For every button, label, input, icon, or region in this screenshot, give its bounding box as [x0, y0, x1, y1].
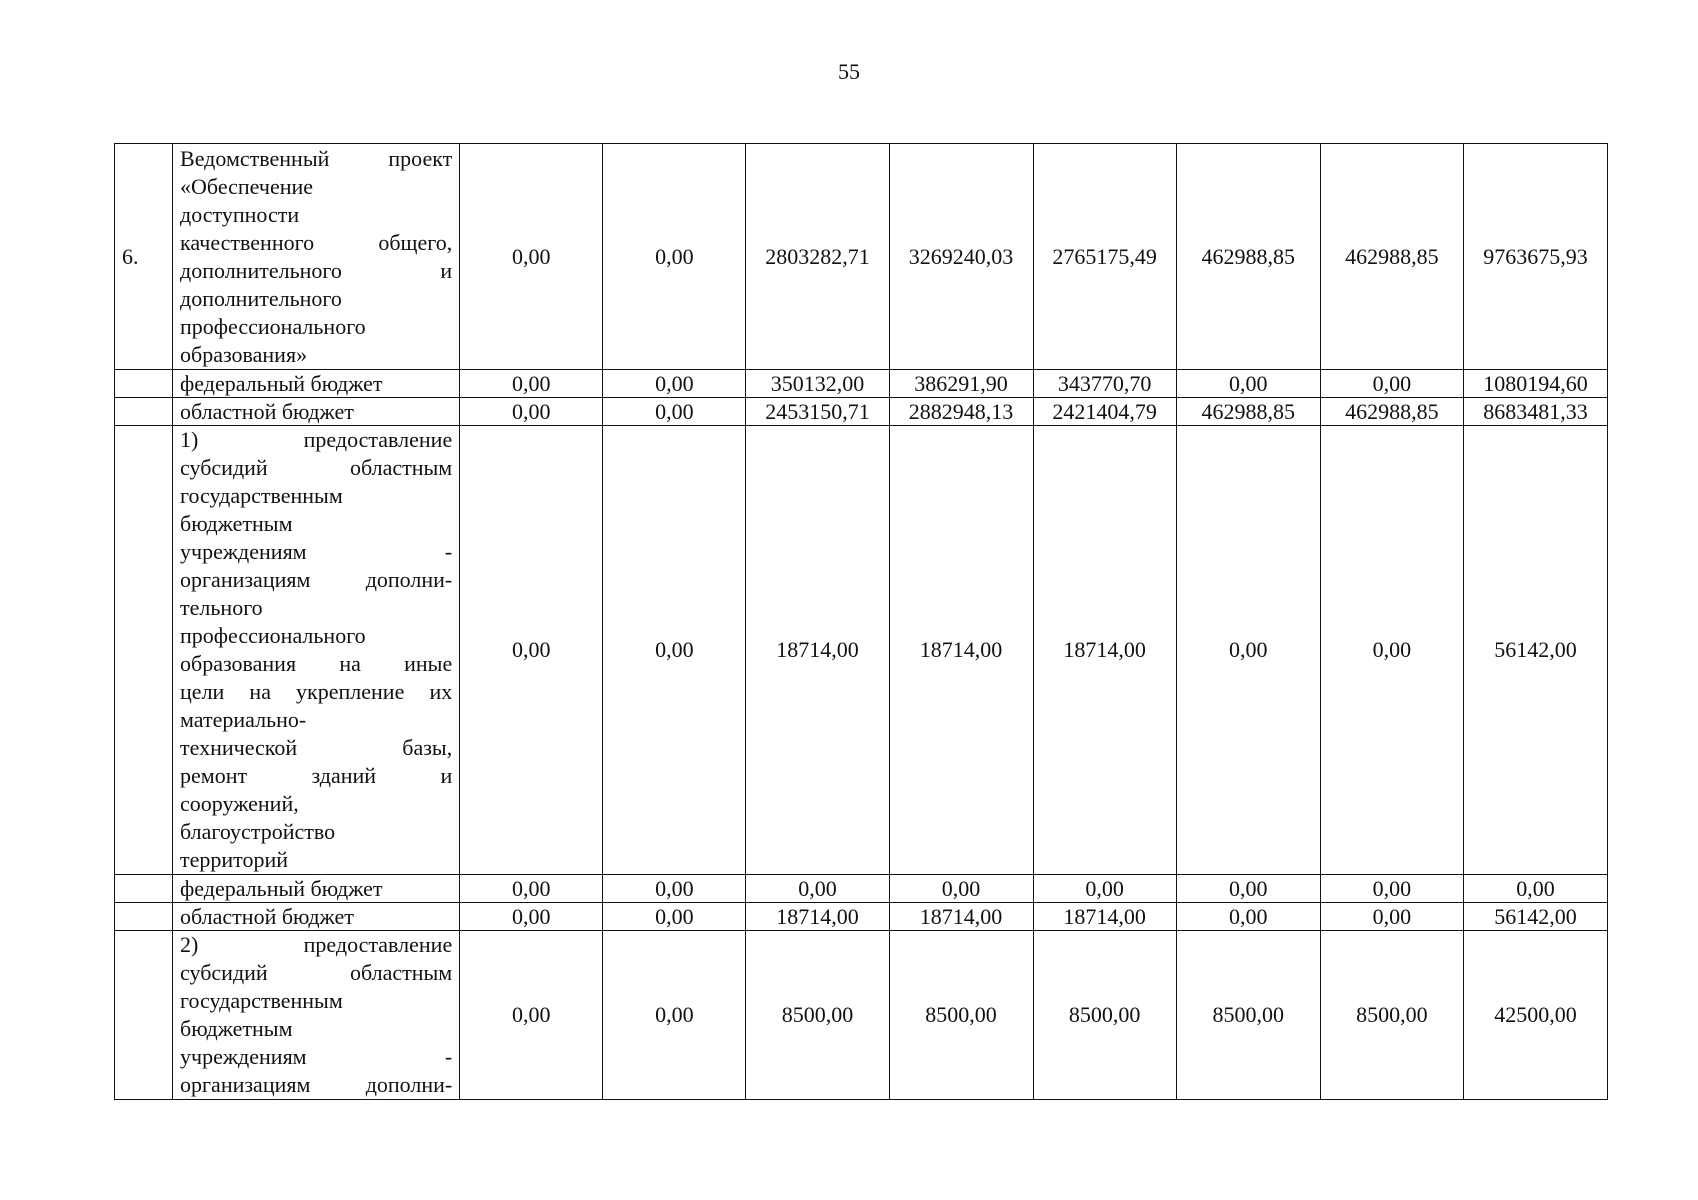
value-cell: 0,00 [1320, 903, 1463, 931]
row-name: областной бюджет [173, 398, 460, 426]
name-line: учреждениям - [180, 1044, 453, 1069]
value-cell: 8500,00 [1320, 931, 1463, 1100]
value-cell: 350132,00 [746, 370, 889, 398]
name-line: «Обеспечение [180, 173, 314, 199]
value-cell: 18714,00 [889, 426, 1033, 875]
value-cell: 0,00 [889, 875, 1033, 903]
value-cell: 18714,00 [1033, 426, 1176, 875]
value-cell: 0,00 [1463, 875, 1607, 903]
value-cell: 1080194,60 [1463, 370, 1607, 398]
value-cell: 8500,00 [889, 931, 1033, 1100]
value-cell: 2421404,79 [1033, 398, 1176, 426]
value-cell: 56142,00 [1463, 903, 1607, 931]
value-cell: 0,00 [1176, 903, 1320, 931]
value-cell: 18714,00 [746, 903, 889, 931]
row-name: федеральный бюджет [173, 370, 460, 398]
value-cell: 2882948,13 [889, 398, 1033, 426]
value-cell: 8500,00 [1176, 931, 1320, 1100]
name-line: территорий [180, 847, 289, 872]
value-cell: 0,00 [460, 144, 603, 370]
name-line: тельного [180, 595, 263, 620]
value-cell: 0,00 [1176, 426, 1320, 875]
value-cell: 0,00 [460, 931, 603, 1100]
value-cell: 18714,00 [1033, 903, 1176, 931]
row-name: областной бюджет [173, 903, 460, 931]
row-index [115, 875, 173, 903]
name-line: субсидий областным [180, 960, 453, 985]
name-line: бюджетным [180, 1016, 293, 1041]
value-cell: 462988,85 [1176, 398, 1320, 426]
row-index [115, 370, 173, 398]
value-cell: 0,00 [603, 398, 746, 426]
value-cell: 0,00 [460, 426, 603, 875]
value-cell: 0,00 [1176, 875, 1320, 903]
row-index: 6. [115, 144, 173, 370]
row-name [173, 426, 460, 875]
value-cell: 0,00 [603, 144, 746, 370]
name-line: организациям дополни- [180, 1072, 453, 1097]
table-row [115, 398, 1608, 426]
budget-table [114, 143, 1608, 1100]
name-line: субсидий областным [180, 455, 453, 480]
value-cell: 0,00 [460, 903, 603, 931]
row-name [173, 144, 460, 370]
name-line: доступности [180, 201, 300, 227]
value-cell: 0,00 [1320, 426, 1463, 875]
value-cell: 0,00 [1320, 875, 1463, 903]
value-cell: 18714,00 [746, 426, 889, 875]
value-cell: 9763675,93 [1463, 144, 1607, 370]
value-cell: 0,00 [460, 875, 603, 903]
value-cell: 0,00 [603, 875, 746, 903]
value-cell: 56142,00 [1463, 426, 1607, 875]
value-cell: 0,00 [603, 903, 746, 931]
name-line: Ведомственный проект [180, 145, 453, 171]
name-line: дополнительного [180, 285, 342, 311]
name-line: образования» [180, 341, 308, 367]
value-cell: 18714,00 [889, 903, 1033, 931]
name-line: благоустройство [180, 819, 336, 844]
table-row [115, 903, 1608, 931]
value-cell: 462988,85 [1176, 144, 1320, 370]
row-index [115, 426, 173, 875]
name-line: государственным [180, 483, 343, 508]
name-line: технической базы, [180, 735, 453, 760]
value-cell: 8500,00 [1033, 931, 1176, 1100]
name-line: профессионального [180, 313, 366, 339]
value-cell: 3269240,03 [889, 144, 1033, 370]
table-row [115, 875, 1608, 903]
name-line: государственным [180, 988, 343, 1013]
value-cell: 8500,00 [746, 931, 889, 1100]
name-line: организациям дополни- [180, 567, 453, 592]
table-row [115, 144, 1608, 370]
value-cell: 42500,00 [1463, 931, 1607, 1100]
row-index [115, 931, 173, 1100]
table-row [115, 370, 1608, 398]
name-line: дополнительного и [180, 257, 453, 283]
value-cell: 0,00 [603, 426, 746, 875]
value-cell: 2765175,49 [1033, 144, 1176, 370]
name-line: цели на укрепление их [180, 679, 453, 704]
row-index [115, 903, 173, 931]
value-cell: 0,00 [603, 370, 746, 398]
value-cell: 8683481,33 [1463, 398, 1607, 426]
name-line: сооружений, [180, 791, 299, 816]
value-cell: 2803282,71 [746, 144, 889, 370]
name-line: материально- [180, 707, 307, 732]
row-name: федеральный бюджет [173, 875, 460, 903]
value-cell: 0,00 [460, 398, 603, 426]
table-row [115, 426, 1608, 875]
value-cell: 0,00 [746, 875, 889, 903]
name-line: качественного общего, [180, 229, 453, 255]
page-number: 55 [838, 59, 860, 84]
name-line: профессионального [180, 623, 366, 648]
value-cell: 386291,90 [889, 370, 1033, 398]
value-cell: 2453150,71 [746, 398, 889, 426]
value-cell: 0,00 [460, 370, 603, 398]
value-cell: 343770,70 [1033, 370, 1176, 398]
value-cell: 0,00 [1033, 875, 1176, 903]
value-cell: 0,00 [1320, 370, 1463, 398]
value-cell: 0,00 [1176, 370, 1320, 398]
name-line: ремонт зданий и [180, 763, 453, 788]
name-line: бюджетным [180, 511, 293, 536]
name-line: образования на иные [180, 651, 453, 676]
table-row [115, 931, 1608, 1100]
name-line: 1) предоставление [180, 427, 453, 452]
name-line: 2) предоставление [180, 932, 453, 957]
row-name [173, 931, 460, 1100]
value-cell: 462988,85 [1320, 144, 1463, 370]
name-line: учреждениям - [180, 539, 453, 564]
value-cell: 462988,85 [1320, 398, 1463, 426]
value-cell: 0,00 [603, 931, 746, 1100]
row-index [115, 398, 173, 426]
